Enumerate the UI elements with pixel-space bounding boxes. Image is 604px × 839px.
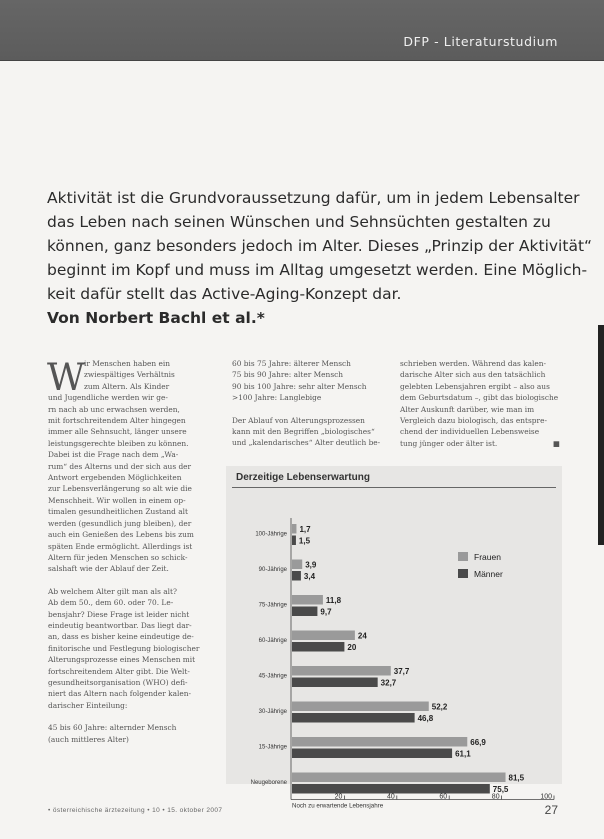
body-line: chend der individuellen Lebensweise xyxy=(400,427,540,437)
body-column-3 xyxy=(400,358,560,449)
bar-männer xyxy=(292,784,490,794)
bar-value-label: 46,8 xyxy=(417,714,434,723)
lead-line: das Leben nach seinen Wünschen und Sehnsüchten gestalten zu xyxy=(47,213,551,231)
bar-männer xyxy=(292,607,317,617)
bar-value-label: 32,7 xyxy=(380,678,397,688)
author-line: Von Norbert Bachl et al.* xyxy=(47,309,265,327)
body-line: und „kalendarisches“ Alter deutlich be- xyxy=(232,438,381,448)
body-line: bensjahr? Diese Frage ist leider nicht xyxy=(48,609,190,619)
bar-value-label: 75,5 xyxy=(492,785,509,794)
body-line: timalen gesundheitlichen Zustand alt xyxy=(48,507,188,517)
category-label: 45-Jährige xyxy=(258,673,287,680)
body-line: immer alle Sehnsucht, länger unsere xyxy=(48,427,187,437)
bar-value-label: 1,7 xyxy=(299,525,311,534)
legend-label: Frauen xyxy=(474,552,501,562)
chart-plot xyxy=(226,466,562,810)
body-line: auch ein Genießen des Lebens bis zum xyxy=(48,530,194,540)
bar-frauen xyxy=(292,524,296,534)
body-line: und Jugendliche werden wir ge- xyxy=(48,393,168,403)
body-line: eindeutig beantwortbar. Das liegt dar- xyxy=(48,620,192,630)
bar-value-label: 9,7 xyxy=(320,607,332,617)
bar-value-label: 61,1 xyxy=(455,749,471,759)
body-column-1 xyxy=(48,358,213,745)
body-line: zur Lebensverlängerung so alt wie die xyxy=(48,484,192,494)
bar-frauen xyxy=(292,773,506,783)
body-line: 75 bis 90 Jahre: alter Mensch xyxy=(232,370,344,380)
lead-line: beginnt im Kopf und muss im Alltag umgesetzt werden. Eine Möglich- xyxy=(47,261,588,279)
bar-value-label: 81,5 xyxy=(508,773,525,783)
category-label: 60-Jährige xyxy=(258,638,287,644)
body-line: schrieben werden. Während das kalen- xyxy=(400,359,546,368)
body-line: Ab dem 50., dem 60. oder 70. Le- xyxy=(48,598,174,608)
bar-value-label: 3,4 xyxy=(303,572,316,581)
body-line: Der Ablauf von Alterungsprozessen xyxy=(232,415,365,425)
bar-value-label: 24 xyxy=(357,631,367,641)
legend-label: Männer xyxy=(474,569,503,579)
bar-männer xyxy=(292,571,301,581)
x-axis-label: Noch zu erwartende Lebensjahre xyxy=(292,802,384,810)
body-line: salshaft wie der Ablauf der Zeit. xyxy=(48,564,169,574)
x-tick-label: 60 xyxy=(439,793,448,801)
category-label: 15-Jährige xyxy=(258,744,287,751)
lead-line: Aktivität ist die Grundvoraussetzung dafür, um in jedem Lebensalter xyxy=(47,189,580,207)
body-line: fortschreitendem Alter gibt. Die Welt- xyxy=(48,666,190,676)
bar-männer xyxy=(292,678,378,688)
body-line: 90 bis 100 Jahre: sehr alter Mensch xyxy=(232,381,367,391)
edge-stripe xyxy=(598,325,604,545)
bar-frauen xyxy=(292,595,323,605)
body-line: zum Altern. Als Kinder xyxy=(84,381,170,391)
body-line: rn nach ab unc erwachsen werden, xyxy=(48,404,180,414)
x-tick-label: 40 xyxy=(387,793,395,801)
bar-value-label: 52,2 xyxy=(431,702,448,712)
chart-title: Derzeitige Lebenserwartung xyxy=(236,472,370,483)
lead-line: können, ganz besonders jedoch im Alter. Dieses „Prinzip der Aktivität“ xyxy=(47,237,593,255)
body-line: gelebten Lebensjahren ergibt – also aus xyxy=(400,381,550,391)
body-line: finitorische und Festlegung biologischer xyxy=(48,643,200,653)
body-line: Ab welchem Alter gilt man als alt? xyxy=(48,586,177,596)
body-line: zwiespältiges Verhältnis xyxy=(84,370,175,380)
legend-swatch-männer xyxy=(458,569,468,578)
drop-cap: W xyxy=(47,356,86,399)
footer-publication: • österreichische ärztezeitung • 10 • 15. oktober 2007 xyxy=(48,807,223,814)
body-line: Alter Auskunft darüber, wie man im xyxy=(400,404,535,414)
section-title: DFP - Literaturstudium xyxy=(403,34,558,49)
category-label: Neugeborene xyxy=(250,780,287,786)
body-line: an, dass es bisher keine eindeutige de- xyxy=(48,632,194,642)
bar-männer xyxy=(292,642,344,652)
bar-value-label: 11,8 xyxy=(325,596,342,605)
body-line xyxy=(400,438,560,449)
category-label: 30-Jährige xyxy=(258,709,287,715)
bar-frauen xyxy=(292,737,467,747)
body-line: Antwort ergebenden Möglichkeiten xyxy=(48,473,182,483)
body-line: ir Menschen haben ein xyxy=(84,359,170,368)
header-band xyxy=(0,0,604,61)
category-label: 100-Jährige xyxy=(255,531,287,538)
body-line: Menschheit. Wir wollen in einem op- xyxy=(48,495,186,505)
bar-männer xyxy=(292,749,452,759)
body-line: Altern für jeden Menschen so schick- xyxy=(48,552,188,562)
body-line: darische Alter sich aus den tatsächlich xyxy=(400,370,546,380)
body-line: rum“ des Alterns und der sich aus der xyxy=(48,461,192,471)
body-column-2 xyxy=(232,358,382,449)
bar-value-label: 20 xyxy=(347,643,357,652)
end-mark: ■ xyxy=(553,438,560,448)
bar-value-label: 37,7 xyxy=(393,667,410,676)
life-expectancy-chart xyxy=(226,466,562,810)
body-line-text: tung jünger oder älter ist. xyxy=(400,438,498,448)
legend-swatch-frauen xyxy=(458,552,468,561)
body-line: gesundheitsorganisation (WHO) defi- xyxy=(48,677,188,687)
body-line: mit fortschreitendem Alter hingegen xyxy=(48,416,186,426)
lead-line: keit dafür stellt das Active-Aging-Konzept dar. xyxy=(47,285,402,303)
bar-value-label: 1,5 xyxy=(298,536,311,546)
bar-frauen xyxy=(292,666,391,676)
x-tick-label: 80 xyxy=(491,793,500,801)
body-line: darischer Einteilung: xyxy=(48,700,128,710)
body-line: werden (gesundlich jung bleiben), der xyxy=(48,518,192,528)
bar-value-label: 66,9 xyxy=(470,738,486,747)
body-line: Alterungsprozesse eines Menschen mit xyxy=(48,655,196,665)
bar-value-label: 3,9 xyxy=(305,560,317,570)
x-tick-label: 20 xyxy=(334,793,343,801)
bar-frauen xyxy=(292,631,355,641)
page-number: 27 xyxy=(544,803,558,817)
bar-frauen xyxy=(292,702,429,712)
lead-paragraph xyxy=(47,186,593,330)
body-line: 45 bis 60 Jahre: alternder Mensch xyxy=(48,723,177,733)
body-line: 60 bis 75 Jahre: älterer Mensch xyxy=(232,359,351,368)
body-line: leistungsgerechte bleiben zu können. xyxy=(48,438,189,448)
body-line: Vergleich dazu biologisch, das entspre- xyxy=(400,416,547,426)
category-label: 75-Jährige xyxy=(258,602,287,609)
bar-männer xyxy=(292,713,415,723)
x-tick-label: 100 xyxy=(540,793,552,801)
bar-männer xyxy=(292,536,296,546)
body-line: kann mit den Begriffen „biologisches“ xyxy=(232,427,375,437)
category-label: 90-Jährige xyxy=(258,567,287,573)
body-line: >100 Jahre: Langlebige xyxy=(232,393,322,403)
body-line: Dabei ist die Frage nach dem „Wa- xyxy=(48,450,179,460)
body-line: niert das Altern nach folgender kalen- xyxy=(48,689,192,699)
body-line: späten Ende ermöglicht. Allerdings ist xyxy=(48,541,193,551)
body-line: (auch mittleres Alter) xyxy=(48,734,129,744)
body-line: dem Geburtsdatum –, gibt das biologische xyxy=(400,393,559,403)
bar-frauen xyxy=(292,560,302,570)
